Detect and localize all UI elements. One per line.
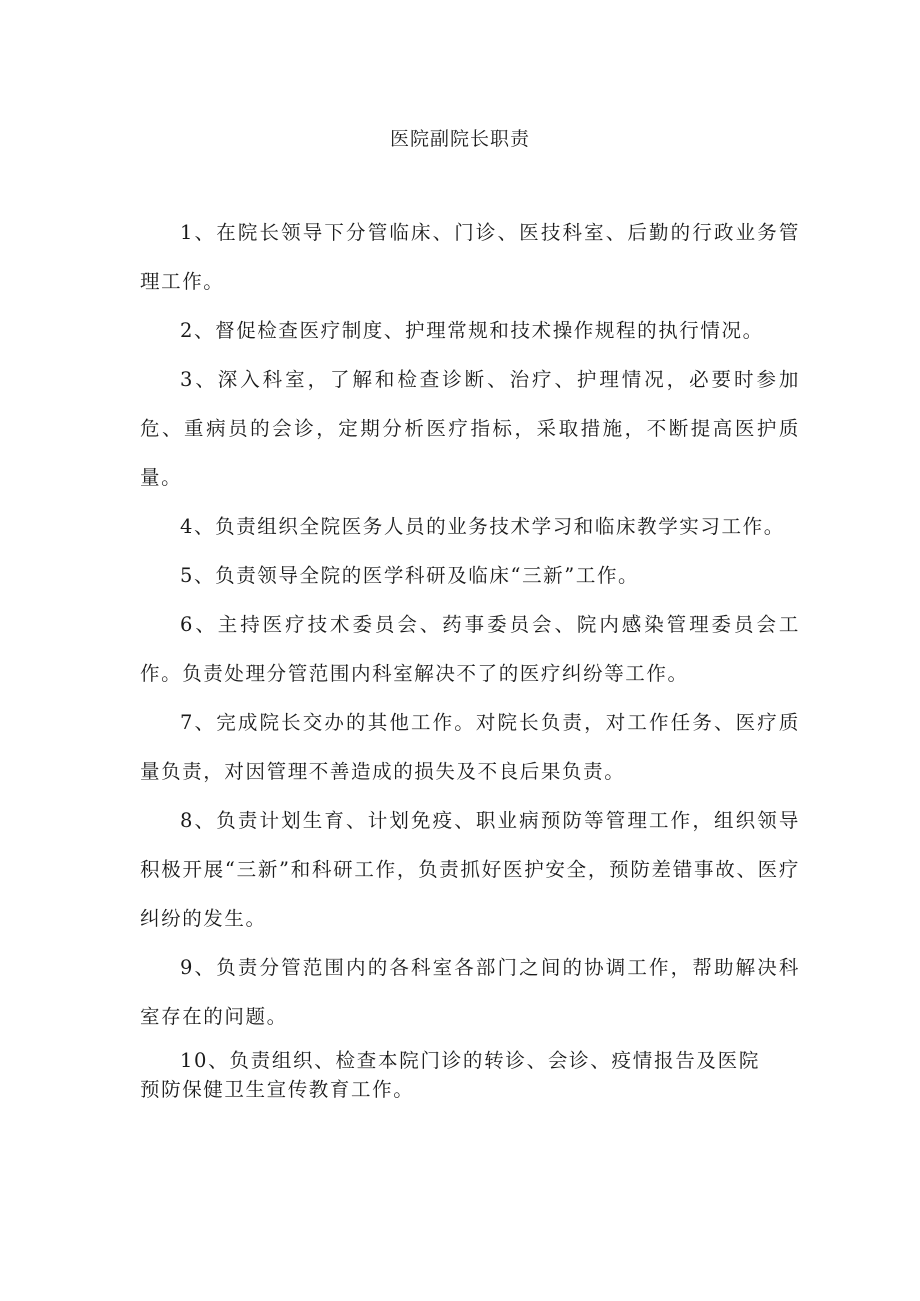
page-title: 医院副院长职责 — [389, 128, 530, 150]
duty-item-10: 10、负责组织、检查本院门诊的转诊、会诊、疫情报告及医院预防保健卫生宣传教育工作。 — [140, 1049, 760, 1101]
duty-item-5: 5、负责领导全院的医学科研及临床“三新”工作。 — [180, 564, 640, 587]
duty-item-8: 8、负责计划生育、计划免疫、职业病预防等管理工作，组织领导积极开展“三新”和科研工作，负责抓好医护安全，预防差错事故、医疗纠纷的发生。 — [140, 809, 800, 930]
duty-item-4: 4、负责组织全院医务人员的业务技术学习和临床教学实习工作。 — [180, 515, 785, 538]
duty-item-6: 6、主持医疗技术委员会、药事委员会、院内感染管理委员会工作。负责处理分管范围内科室解决不了的医疗纠纷等工作。 — [140, 613, 800, 685]
duty-item-7: 7、完成院长交办的其他工作。对院长负责，对工作任务、医疗质量负责，对因管理不善造成的损失及不良后果负责。 — [140, 711, 800, 783]
duty-item-2: 2、督促检查医疗制度、护理常规和技术操作规程的执行情况。 — [180, 319, 764, 342]
duty-item-1: 1、在院长领导下分管临床、门诊、医技科室、后勤的行政业务管理工作。 — [140, 221, 800, 293]
duty-item-3: 3、深入科室，了解和检查诊断、治疗、护理情况，必要时参加危、重病员的会诊，定期分析医疗指标，采取措施，不断提高医护质量。 — [140, 368, 800, 489]
duty-item-9: 9、负责分管范围内的各科室各部门之间的协调工作，帮助解决科室存在的问题。 — [140, 956, 800, 1028]
